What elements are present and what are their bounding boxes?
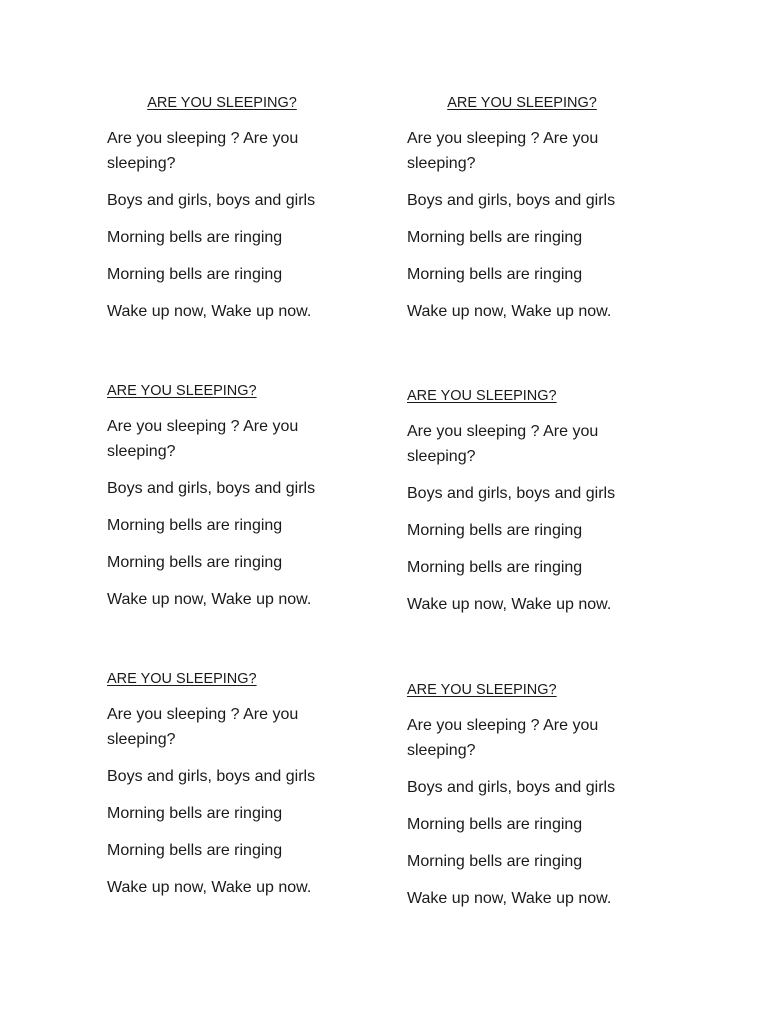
verse-line: Boys and girls, boys and girls xyxy=(107,480,316,497)
verse-block xyxy=(107,382,337,624)
verse-line: Morning bells are ringing xyxy=(407,816,583,833)
verse-block xyxy=(107,94,337,336)
verse-line: Wake up now, Wake up now. xyxy=(407,303,612,320)
verse-line: Morning bells are ringing xyxy=(407,559,583,576)
verse-line: Boys and girls, boys and girls xyxy=(407,485,616,502)
verse-line: Are you sleeping ? Are you sleeping? xyxy=(107,130,299,172)
verse-line: Morning bells are ringing xyxy=(407,522,583,539)
verse-title: ARE YOU SLEEPING? xyxy=(147,95,297,111)
verse-line: Boys and girls, boys and girls xyxy=(407,192,616,209)
verse-line: Wake up now, Wake up now. xyxy=(407,890,612,907)
verse-line: Are you sleeping ? Are you sleeping? xyxy=(407,130,599,172)
verse-title: ARE YOU SLEEPING? xyxy=(407,388,557,404)
verse-line: Morning bells are ringing xyxy=(107,229,283,246)
verse-line: Morning bells are ringing xyxy=(107,842,283,859)
verse-line: Morning bells are ringing xyxy=(407,229,583,246)
verse-title: ARE YOU SLEEPING? xyxy=(447,95,597,111)
verse-block xyxy=(107,670,337,912)
verse-line: Boys and girls, boys and girls xyxy=(107,768,316,785)
verse-line: Morning bells are ringing xyxy=(107,266,283,283)
verse-line: Boys and girls, boys and girls xyxy=(407,779,616,796)
verse-block xyxy=(407,387,637,629)
verse-title: ARE YOU SLEEPING? xyxy=(107,383,257,399)
verse-line: Wake up now, Wake up now. xyxy=(107,303,312,320)
verse-title: ARE YOU SLEEPING? xyxy=(107,671,257,687)
verse-line: Are you sleeping ? Are you sleeping? xyxy=(107,418,299,460)
verse-title: ARE YOU SLEEPING? xyxy=(407,682,557,698)
verse-line: Wake up now, Wake up now. xyxy=(407,596,612,613)
verse-line: Morning bells are ringing xyxy=(107,805,283,822)
verse-line: Are you sleeping ? Are you sleeping? xyxy=(407,717,599,759)
verse-line: Morning bells are ringing xyxy=(107,517,283,534)
verse-line: Wake up now, Wake up now. xyxy=(107,879,312,896)
verse-line: Are you sleeping ? Are you sleeping? xyxy=(407,423,599,465)
verse-line: Boys and girls, boys and girls xyxy=(107,192,316,209)
verse-block xyxy=(407,681,637,923)
verse-line: Wake up now, Wake up now. xyxy=(107,591,312,608)
verse-block xyxy=(407,94,637,336)
verse-line: Morning bells are ringing xyxy=(407,266,583,283)
verse-line: Morning bells are ringing xyxy=(407,853,583,870)
verse-line: Are you sleeping ? Are you sleeping? xyxy=(107,706,299,748)
verse-line: Morning bells are ringing xyxy=(107,554,283,571)
